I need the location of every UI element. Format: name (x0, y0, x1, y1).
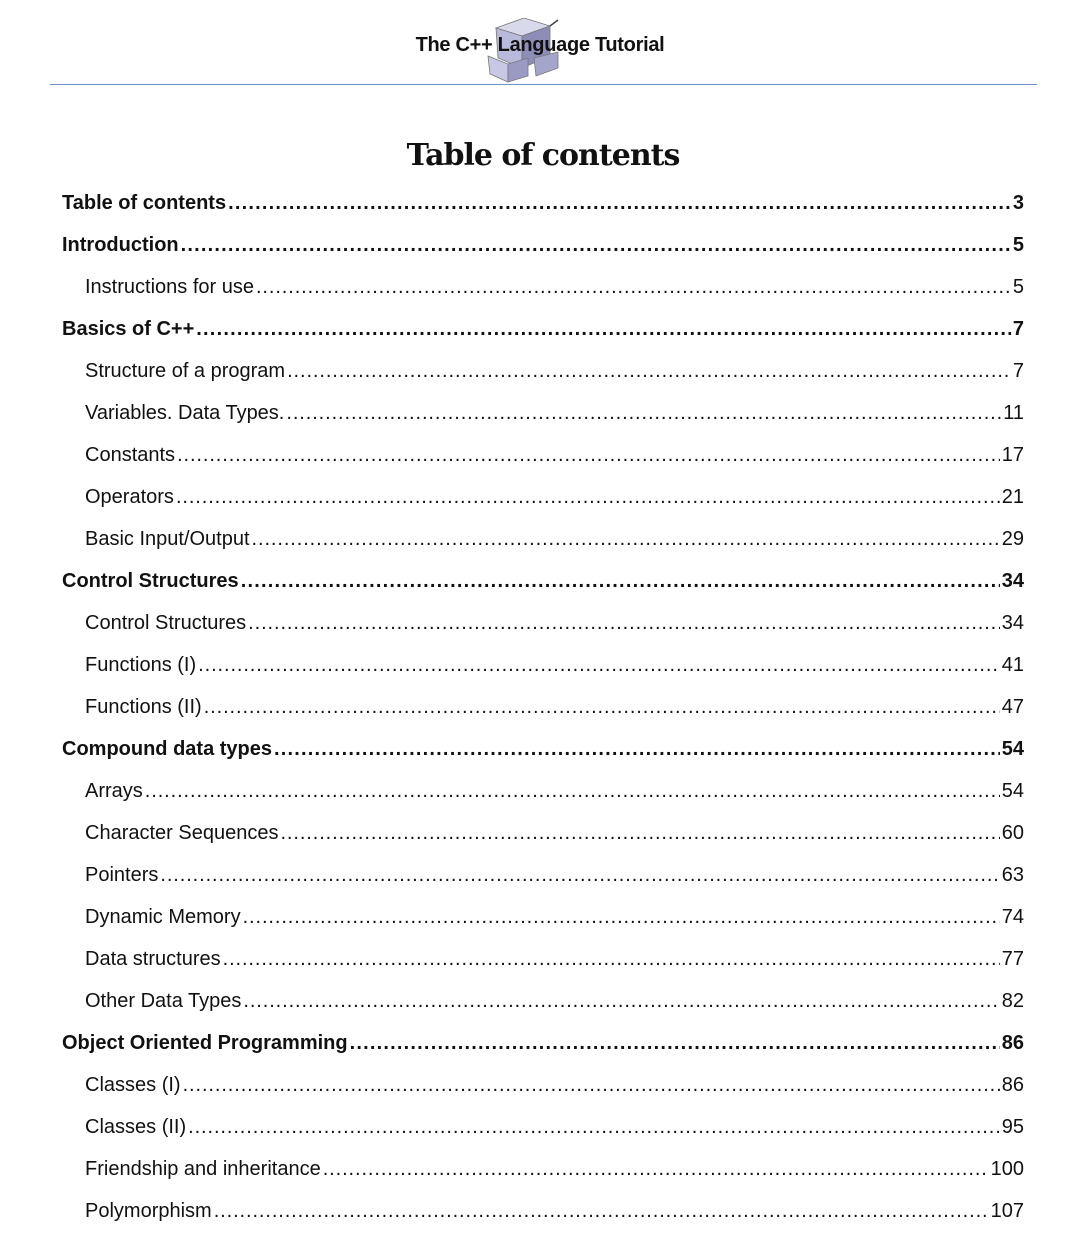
toc-entry-page-number: 5 (1012, 276, 1024, 298)
toc-entry-label: Object Oriented Programming (62, 1032, 348, 1054)
toc-section-entry[interactable] (62, 608, 1024, 650)
toc-section-entry[interactable] (62, 650, 1024, 692)
toc-entry-page-number: 100 (990, 1158, 1024, 1180)
toc-entry-label: Operators (85, 486, 174, 508)
dot-leader (350, 1028, 1000, 1058)
toc-entry-page-number: 7 (1012, 318, 1024, 340)
toc-chapter-entry[interactable] (62, 314, 1024, 356)
toc-section-entry[interactable] (62, 440, 1024, 482)
toc-entry-page-number: 60 (1001, 822, 1024, 844)
toc-section-entry[interactable] (62, 1154, 1024, 1196)
dot-leader (286, 398, 1001, 428)
toc-chapter-entry[interactable] (62, 1028, 1024, 1070)
toc-entry-page-number: 7 (1012, 360, 1024, 382)
dot-leader (181, 230, 1011, 260)
toc-entry-page-number: 74 (1001, 906, 1024, 928)
toc-entry-label: Dynamic Memory (85, 906, 241, 928)
toc-entry-label: Classes (II) (85, 1116, 187, 1138)
dot-leader (248, 608, 1000, 638)
dot-leader (204, 692, 1000, 722)
dot-leader (145, 776, 1000, 806)
toc-entry-label: Introduction (62, 234, 179, 256)
toc-entry-page-number: 77 (1001, 948, 1024, 970)
toc-entry-page-number: 86 (1001, 1074, 1024, 1096)
toc-entry-label: Polymorphism (85, 1200, 212, 1222)
toc-chapter-entry[interactable] (62, 230, 1024, 272)
toc-chapter-entry[interactable] (62, 734, 1024, 776)
toc-section-entry[interactable] (62, 1070, 1024, 1112)
toc-chapter-entry[interactable] (62, 566, 1024, 608)
toc-section-entry[interactable] (62, 1112, 1024, 1154)
toc-entry-label: Other Data Types (85, 990, 242, 1012)
toc-section-entry[interactable] (62, 776, 1024, 818)
toc-chapter-entry[interactable] (62, 188, 1024, 230)
dot-leader (241, 566, 1000, 596)
toc-entry-page-number: 21 (1001, 486, 1024, 508)
dot-leader (160, 860, 999, 890)
dot-leader (287, 356, 1011, 386)
toc-entry-label: Data structures (85, 948, 221, 970)
toc-entry-page-number: 34 (1001, 570, 1024, 592)
toc-entry-page-number: 95 (1001, 1116, 1024, 1138)
dot-leader (228, 188, 1011, 218)
toc-section-entry[interactable] (62, 356, 1024, 398)
toc-entry-label: Arrays (85, 780, 143, 802)
toc-entry-page-number: 54 (1001, 780, 1024, 802)
dot-leader (274, 734, 1000, 764)
toc-entry-label: Classes (I) (85, 1074, 181, 1096)
toc-section-entry[interactable] (62, 398, 1024, 440)
toc-entry-label: Structure of a program (85, 360, 286, 382)
toc-entry-page-number: 47 (1001, 696, 1024, 718)
toc-section-entry[interactable] (62, 944, 1024, 986)
toc-entry-page-number: 34 (1001, 612, 1024, 634)
dot-leader (177, 440, 1000, 470)
toc-entry-label: Instructions for use (85, 276, 254, 298)
toc-entry-page-number: 54 (1001, 738, 1024, 760)
toc-entry-page-number: 41 (1001, 654, 1024, 676)
toc-entry-label: Constants (85, 444, 176, 466)
dot-leader (196, 314, 1011, 344)
dot-leader (214, 1196, 989, 1226)
toc-entry-page-number: 86 (1001, 1032, 1024, 1054)
toc-entry-label: Basic Input/Output (85, 528, 250, 550)
dot-leader (198, 650, 1000, 680)
dot-leader (256, 272, 1011, 302)
toc-entry-page-number: 17 (1001, 444, 1024, 466)
toc-section-entry[interactable] (62, 1196, 1024, 1238)
header-title: The C++ Language Tutorial (415, 34, 665, 56)
toc-entry-label: Character Sequences (85, 822, 279, 844)
toc-section-entry[interactable] (62, 986, 1024, 1028)
dot-leader (223, 944, 1000, 974)
dot-leader (280, 818, 999, 848)
toc-section-entry[interactable] (62, 860, 1024, 902)
header-divider (50, 84, 1037, 85)
dot-leader (323, 1154, 989, 1184)
toc-entry-label: Control Structures (85, 612, 247, 634)
toc-entry-page-number: 5 (1012, 234, 1024, 256)
page-header (0, 0, 1080, 86)
dot-leader (176, 482, 1000, 512)
dot-leader (243, 986, 999, 1016)
page-title: Table of contents (406, 138, 680, 173)
toc-entry-label: Functions (II) (85, 696, 202, 718)
toc-entry-label: Friendship and inheritance (85, 1158, 321, 1180)
dot-leader (188, 1112, 1000, 1142)
dot-leader (183, 1070, 1000, 1100)
toc-section-entry[interactable] (62, 482, 1024, 524)
toc-entry-label: Variables. Data Types. (85, 402, 285, 424)
toc-section-entry[interactable] (62, 902, 1024, 944)
table-of-contents (62, 188, 1024, 1238)
toc-entry-label: Functions (I) (85, 654, 197, 676)
toc-entry-page-number: 82 (1001, 990, 1024, 1012)
dot-leader (252, 524, 1000, 554)
dot-leader (243, 902, 1000, 932)
toc-entry-page-number: 3 (1012, 192, 1024, 214)
toc-entry-label: Table of contents (62, 192, 227, 214)
toc-entry-label: Compound data types (62, 738, 273, 760)
toc-entry-page-number: 107 (990, 1200, 1024, 1222)
toc-section-entry[interactable] (62, 818, 1024, 860)
toc-entry-page-number: 11 (1003, 402, 1024, 424)
toc-entry-page-number: 29 (1001, 528, 1024, 550)
toc-entry-label: Pointers (85, 864, 159, 886)
toc-entry-label: Basics of C++ (62, 318, 195, 340)
toc-section-entry[interactable] (62, 524, 1024, 566)
toc-entry-label: Control Structures (62, 570, 239, 592)
toc-section-entry[interactable] (62, 272, 1024, 314)
toc-section-entry[interactable] (62, 692, 1024, 734)
toc-entry-page-number: 63 (1001, 864, 1024, 886)
